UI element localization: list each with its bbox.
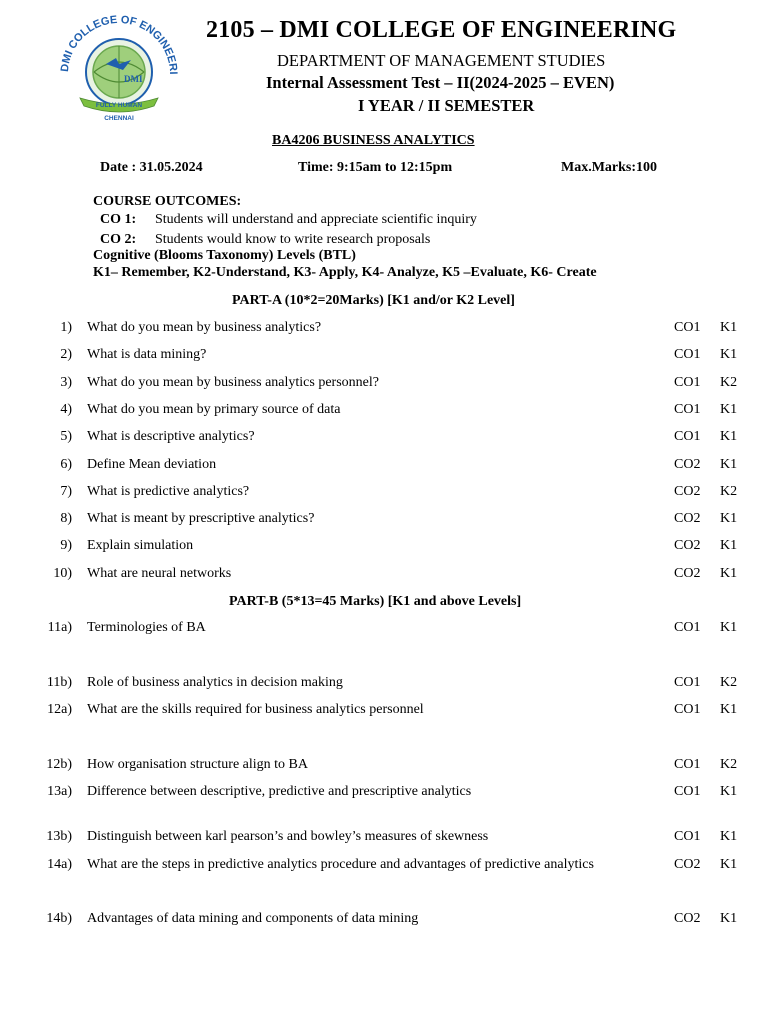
question-text: What are the steps in predictive analytics procedure and advantages of predictive analytics	[87, 857, 594, 872]
question-text: Define Mean deviation	[87, 457, 217, 472]
year-semester: I YEAR / II SEMESTER	[358, 96, 535, 115]
btl-levels: K1– Remember, K2-Understand, K3- Apply, K4- Analyze, K5 –Evaluate, K6- Create	[93, 265, 597, 280]
question-text: What is predictive analytics?	[87, 484, 250, 499]
question-k-level: K1	[720, 347, 738, 362]
test-name: Internal Assessment Test – II(2024-2025 – EVEN)	[266, 73, 615, 92]
question-number: 8)	[60, 511, 72, 526]
question-text: Distinguish between karl pearson’s and bowley’s measures of skewness	[87, 829, 489, 844]
college-logo	[54, 12, 184, 124]
co1-text: Students will understand and appreciate scientific inquiry	[155, 212, 477, 227]
question-co: CO1	[674, 429, 701, 444]
question-co: CO2	[674, 538, 701, 553]
question-number: 12a)	[47, 702, 72, 717]
question-text: Explain simulation	[87, 538, 194, 553]
question-text: What is meant by prescriptive analytics?	[87, 511, 315, 526]
co2-text: Students would know to write research proposals	[155, 232, 431, 247]
question-number: 12b)	[46, 757, 72, 772]
college-title: 2105 – DMI COLLEGE OF ENGINEERING	[206, 17, 677, 43]
college-seal-icon	[54, 12, 184, 124]
question-k-level: K1	[720, 829, 738, 844]
question-text: Difference between descriptive, predictive and prescriptive analytics	[87, 784, 472, 799]
question-co: CO1	[674, 620, 701, 635]
exam-date: Date : 31.05.2024	[100, 160, 203, 175]
logo-arc-text: DMI COLLEGE OF ENGINEERI	[58, 13, 180, 75]
question-k-level: K1	[720, 457, 738, 472]
question-co: CO1	[674, 829, 701, 844]
question-co: CO2	[674, 911, 701, 926]
question-text: What are neural networks	[87, 566, 232, 581]
co1-label: CO 1:	[100, 212, 137, 227]
question-text: Role of business analytics in decision making	[87, 675, 343, 690]
question-k-level: K1	[720, 538, 738, 553]
question-text: Terminologies of BA	[87, 620, 206, 635]
btl-heading: Cognitive (Blooms Taxonomy) Levels (BTL)	[93, 248, 356, 263]
question-number: 7)	[60, 484, 72, 499]
question-text: What do you mean by primary source of data	[87, 402, 341, 417]
question-k-level: K1	[720, 429, 738, 444]
question-co: CO2	[674, 566, 701, 581]
question-number: 11b)	[46, 675, 72, 690]
question-co: CO1	[674, 375, 701, 390]
question-number: 4)	[60, 402, 72, 417]
question-number: 14a)	[47, 857, 72, 872]
question-k-level: K2	[720, 757, 738, 772]
question-text: What are the skills required for business analytics personnel	[87, 702, 424, 717]
question-co: CO1	[674, 402, 701, 417]
question-text: What is data mining?	[87, 347, 207, 362]
question-text: Advantages of data mining and components of data mining	[87, 911, 419, 926]
question-number: 6)	[60, 457, 72, 472]
logo-motto: FULLY HUMAN	[95, 102, 143, 109]
question-k-level: K1	[720, 620, 738, 635]
co2-label: CO 2:	[100, 232, 137, 247]
question-co: CO1	[674, 347, 701, 362]
question-k-level: K2	[720, 675, 738, 690]
question-number: 14b)	[46, 911, 72, 926]
question-co: CO1	[674, 320, 701, 335]
max-marks: Max.Marks:100	[561, 160, 658, 175]
question-number: 1)	[60, 320, 72, 335]
question-co: CO1	[674, 784, 701, 799]
question-k-level: K1	[720, 857, 738, 872]
course-outcomes-heading: COURSE OUTCOMES:	[93, 194, 242, 209]
question-co: CO2	[674, 484, 701, 499]
part-a-heading: PART-A (10*2=20Marks) [K1 and/or K2 Level]	[232, 293, 515, 308]
question-number: 10)	[53, 566, 72, 581]
question-text: How organisation structure align to BA	[87, 757, 308, 772]
question-k-level: K1	[720, 402, 738, 417]
logo-city: CHENNAI	[104, 115, 134, 122]
question-number: 9)	[60, 538, 72, 553]
question-k-level: K2	[720, 375, 738, 390]
question-k-level: K1	[720, 702, 738, 717]
question-co: CO2	[674, 511, 701, 526]
logo-center-text: DMI	[124, 74, 143, 84]
department-name: DEPARTMENT OF MANAGEMENT STUDIES	[277, 51, 606, 70]
question-k-level: K1	[720, 511, 738, 526]
question-text: What do you mean by business analytics personnel?	[87, 375, 379, 390]
question-k-level: K1	[720, 784, 738, 799]
question-number: 11a)	[47, 620, 72, 635]
question-k-level: K1	[720, 911, 738, 926]
question-k-level: K1	[720, 566, 738, 581]
part-b-heading: PART-B (5*13=45 Marks) [K1 and above Levels]	[229, 594, 522, 609]
question-text: What do you mean by business analytics?	[87, 320, 322, 335]
question-co: CO2	[674, 457, 701, 472]
subject-code-title: BA4206 BUSINESS ANALYTICS	[272, 133, 475, 148]
question-k-level: K2	[720, 484, 738, 499]
question-number: 3)	[60, 375, 72, 390]
question-co: CO1	[674, 702, 701, 717]
question-number: 13a)	[47, 784, 72, 799]
question-number: 13b)	[46, 829, 72, 844]
exam-time: Time: 9:15am to 12:15pm	[298, 160, 453, 175]
question-co: CO2	[674, 857, 701, 872]
question-number: 5)	[60, 429, 72, 444]
question-co: CO1	[674, 675, 701, 690]
question-number: 2)	[60, 347, 72, 362]
question-text: What is descriptive analytics?	[87, 429, 255, 444]
question-co: CO1	[674, 757, 701, 772]
question-k-level: K1	[720, 320, 738, 335]
